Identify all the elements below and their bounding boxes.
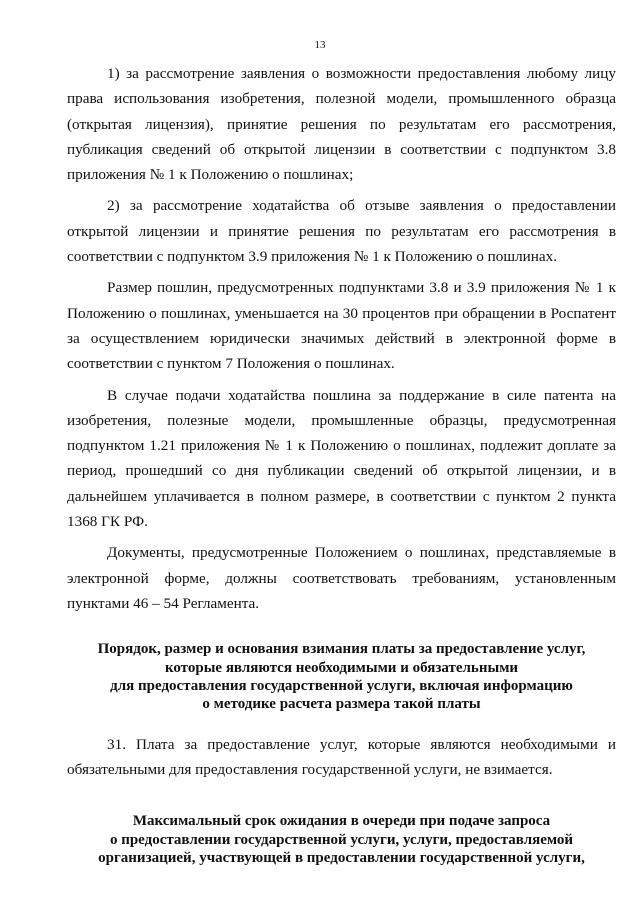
page-number: 13: [314, 39, 326, 51]
heading-line: организацией, участвующей в предоставлении государственной услуги,: [98, 850, 585, 867]
paragraph-item-1: 1) за рассмотрение заявления о возможности предоставления любому лицу права использования изобретения, полезной модели, промышленного образца (открытая лицензия), принятие решения по результатам его рассмотрения, публикация сведений об открытой лицензии в соответствии с подпунктом 3.8 приложения № 1 к Положению о пошлинах;: [67, 65, 616, 184]
paragraph-31: 31. Плата за предоставление услуг, которые являются необходимыми и обязательными для предоставления государственной услуги, не взимается.: [67, 735, 616, 779]
paragraph-documents: Документы, предусмотренные Положением о пошлинах, представляемые в электронной форме, должны соответствовать требованиям, установленным пунктами 46 – 54 Регламента.: [67, 544, 616, 612]
paragraph-item-2: 2) за рассмотрение ходатайства об отзыве заявления о предоставлении открытой лицензии и принятие решения по результатам его рассмотрения в соответствии с подпунктом 3.9 приложения № 1 к Положению о пошлинах.: [67, 197, 616, 266]
document-body: [67, 61, 616, 868]
heading-line: для предоставления государственной услуги, включая информацию: [110, 678, 573, 695]
paragraph-fee-reduction: Размер пошлин, предусмотренных подпунктами 3.8 и 3.9 приложения № 1 к Положению о пошлинах, уменьшается на 30 процентов при обращении в Роспатент за осуществлением юридически значимых действий в электронной форме в соответствии с пунктом 7 Положения о пошлинах.: [67, 279, 616, 373]
heading-line: о методике расчета размера такой платы: [202, 696, 481, 713]
heading-line: о предоставлении государственной услуги, услуги, предоставляемой: [109, 831, 574, 848]
paragraph-patent-fee: В случае подачи ходатайства пошлина за поддержание в силе патента на изобретения, полезные модели, промышленные образцы, предусмотренная подпунктом 1.21 приложения № 1 к Положению о пошлинах, подлежит доплате за период, прошедший со дня публикации сведений об открытой лицензии, и в дальнейшем уплачивается в полном размере, в соответствии с пунктом 2 пункта 1368 ГК РФ.: [67, 386, 616, 531]
heading-line: Максимальный срок ожидания в очереди при подаче запроса: [132, 813, 551, 830]
section-heading-waiting-time: [67, 812, 616, 867]
heading-line: которые являются необходимыми и обязательными: [164, 659, 519, 676]
section-heading-fees: [67, 640, 616, 714]
heading-line: Порядок, размер и основания взимания платы за предоставление услуг,: [97, 641, 586, 658]
